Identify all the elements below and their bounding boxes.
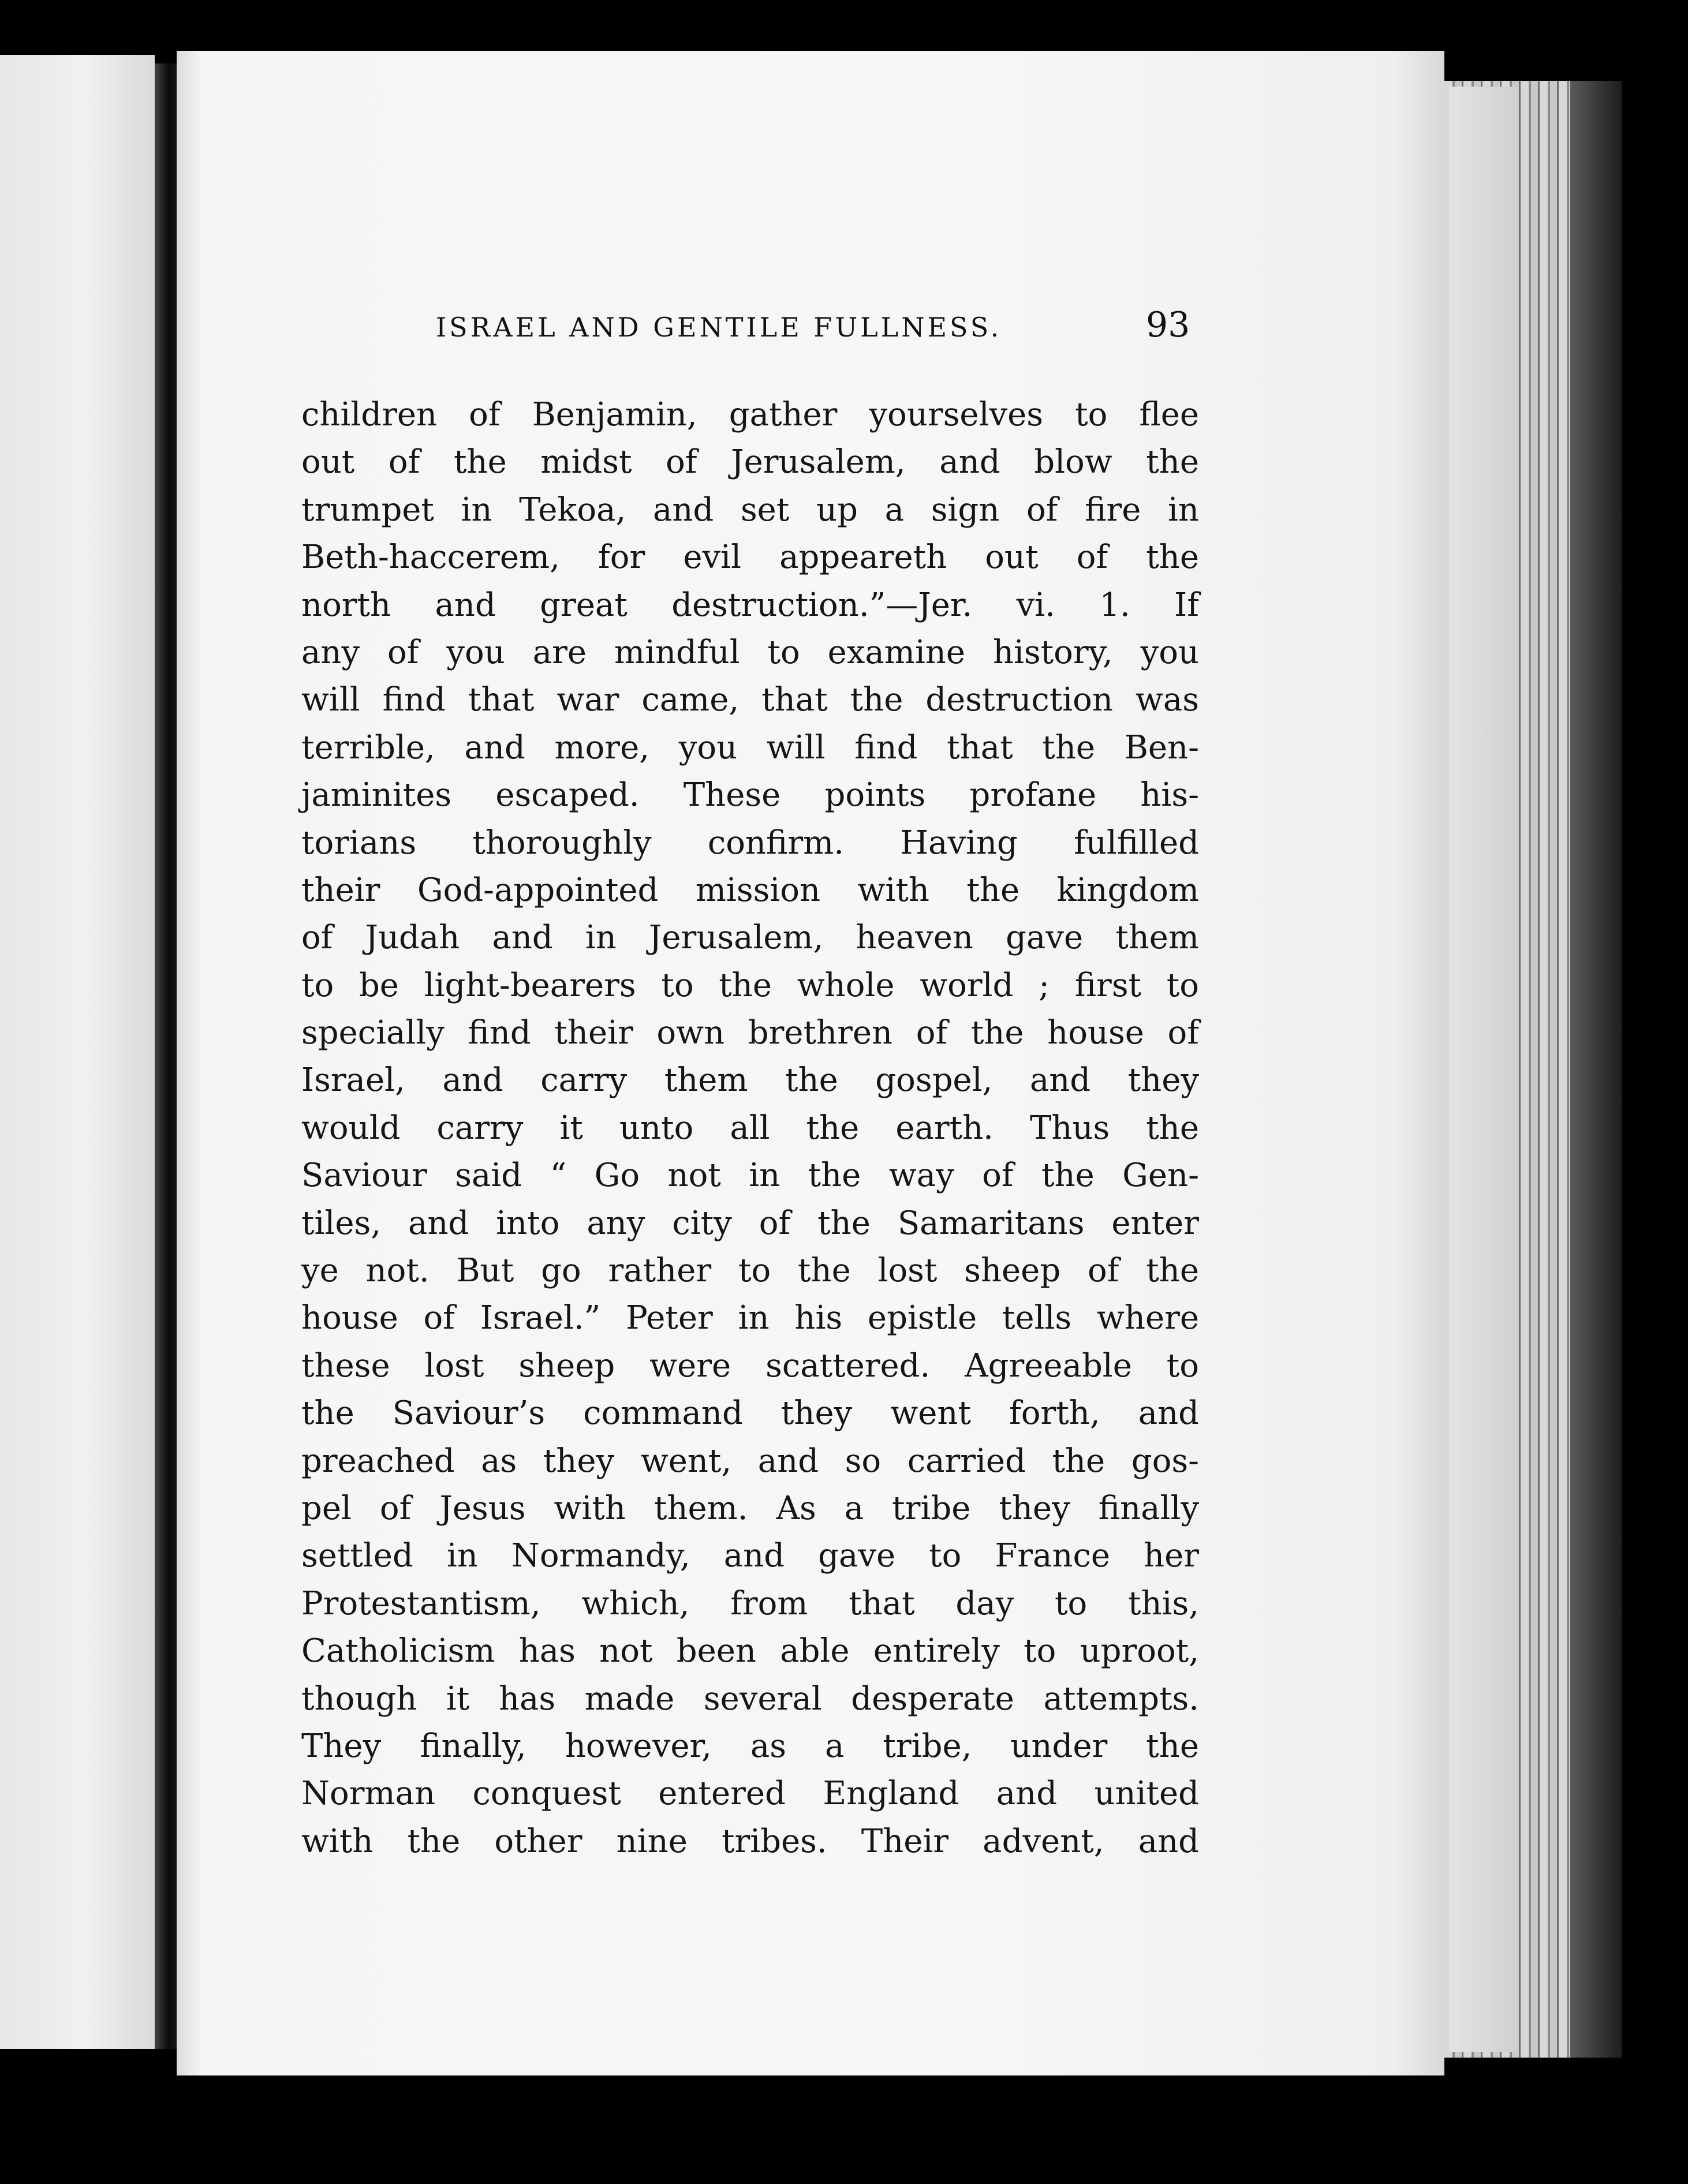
- text-line: with the other nine tribes. Their advent, and: [301, 1822, 1199, 1860]
- text-line: jaminites escaped. These points profane his-: [301, 776, 1199, 814]
- body-text: [301, 391, 1199, 1865]
- text-line: Beth-haccerem, for evil appeareth out of the: [301, 538, 1199, 577]
- text-line: settled in Normandy, and gave to France her: [301, 1537, 1199, 1575]
- text-line: Saviour said “ Go not in the way of the Gen-: [301, 1157, 1199, 1195]
- text-line: will find that war came, that the destruction was: [301, 681, 1199, 719]
- text-line: would carry it unto all the earth. Thus the: [301, 1109, 1199, 1147]
- page-stack-inner: [1449, 87, 1518, 2052]
- text-line: They finally, however, as a tribe, under the: [301, 1727, 1199, 1765]
- text-line: north and great destruction.”—Jer. vi. 1. If: [301, 586, 1199, 624]
- book-cover-edge: [1570, 81, 1622, 2058]
- text-line: tiles, and into any city of the Samaritans enter: [301, 1204, 1199, 1242]
- book-gutter: [155, 63, 178, 2049]
- text-line: out of the midst of Jerusalem, and blow the: [301, 443, 1199, 481]
- text-line: house of Israel.” Peter in his epistle tells where: [301, 1299, 1199, 1337]
- text-line: Protestantism, which, from that day to this,: [301, 1584, 1199, 1622]
- text-line: preached as they went, and so carried the gos-: [301, 1442, 1199, 1480]
- text-line: ye not. But go rather to the lost sheep of the: [301, 1252, 1199, 1290]
- text-line: of Judah and in Jerusalem, heaven gave them: [301, 919, 1199, 957]
- running-header: ISRAEL AND GENTILE FULLNESS.: [436, 312, 1002, 343]
- text-line: the Saviour’s command they went forth, and: [301, 1394, 1199, 1433]
- text-line: specially find their own brethren of the house of: [301, 1014, 1199, 1052]
- text-line: their God-appointed mission with the kingdom: [301, 871, 1199, 909]
- text-line: pel of Jesus with them. As a tribe they finally: [301, 1489, 1199, 1527]
- page-number: 93: [1146, 305, 1190, 345]
- text-line: trumpet in Tekoa, and set up a sign of fire in: [301, 491, 1199, 529]
- text-line: though it has made several desperate attempts.: [301, 1680, 1199, 1718]
- text-line: Catholicism has not been able entirely to uproot,: [301, 1632, 1199, 1670]
- text-line: Israel, and carry them the gospel, and they: [301, 1061, 1199, 1100]
- text-line: Norman conquest entered England and united: [301, 1775, 1199, 1813]
- text-line: these lost sheep were scattered. Agreeable to: [301, 1347, 1199, 1385]
- text-line: torians thoroughly confirm. Having fulfilled: [301, 824, 1199, 862]
- text-line: any of you are mindful to examine history, you: [301, 633, 1199, 671]
- text-line: to be light-bearers to the whole world ; first to: [301, 966, 1199, 1004]
- text-line: terrible, and more, you will find that the Ben-: [301, 728, 1199, 766]
- previous-page-edge: [0, 55, 155, 2049]
- text-line: children of Benjamin, gather yourselves to flee: [301, 396, 1199, 433]
